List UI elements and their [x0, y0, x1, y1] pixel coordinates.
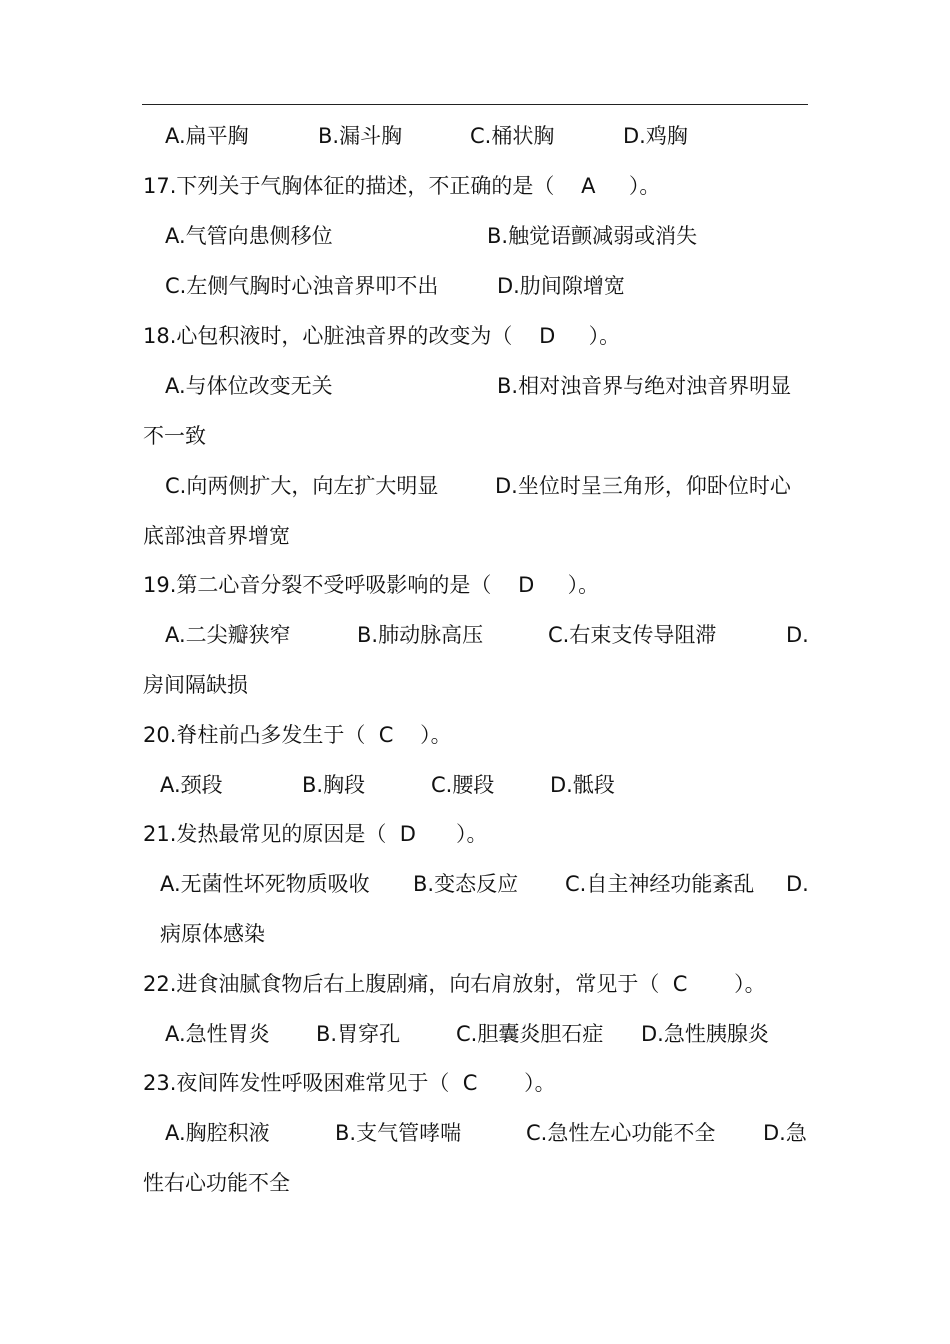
text-line: B.相对浊音界与绝对浊音界明显 [497, 374, 792, 398]
text-line: B.肺动脉高压 [357, 623, 484, 647]
text-line: C.胆囊炎胆石症 [456, 1022, 604, 1046]
text-line: A.胸腔积液 [165, 1121, 270, 1145]
text-line: 18.心包积液时，心脏浊音界的改变为（ D ）。 [143, 324, 621, 348]
text-line: C.右束支传导阻滞 [548, 623, 717, 647]
text-line: B.触觉语颤减弱或消失 [487, 224, 698, 248]
text-line: A.无菌性坏死物质吸收 [160, 872, 370, 896]
text-line: 20.脊柱前凸多发生于（ C ）。 [143, 723, 452, 747]
text-line: B.变态反应 [413, 872, 519, 896]
text-line: D.急性胰腺炎 [641, 1022, 769, 1046]
text-line: D.急 [763, 1121, 807, 1145]
text-line: C.左侧气胸时心浊音界叩不出 [165, 274, 439, 298]
text-line: 21.发热最常见的原因是（ D ）。 [143, 822, 488, 846]
text-line: D.肋间隙增宽 [497, 274, 625, 298]
text-line: 22.进食油腻食物后右上腹剧痛，向右肩放射，常见于（ C ）。 [143, 972, 766, 996]
text-line: 不一致 [143, 424, 206, 448]
text-line: 23.夜间阵发性呼吸困难常见于（ C ）。 [143, 1071, 556, 1095]
text-line: A.扁平胸 [165, 124, 249, 148]
text-line: 性右心功能不全 [143, 1171, 290, 1195]
text-line: B.胃穿孔 [316, 1022, 401, 1046]
text-line: A.颈段 [160, 773, 223, 797]
text-line: B.支气管哮喘 [335, 1121, 462, 1145]
text-line: 房间隔缺损 [143, 673, 248, 697]
text-line: D. [786, 623, 809, 647]
text-line: B.漏斗胸 [318, 124, 403, 148]
text-line: C.自主神经功能紊乱 [565, 872, 755, 896]
text-line: D.鸡胸 [623, 124, 688, 148]
text-line: 19.第二心音分裂不受呼吸影响的是（ D ）。 [143, 573, 600, 597]
header-rule [142, 104, 808, 105]
text-line: 病原体感染 [160, 922, 265, 946]
text-line: A.二尖瓣狭窄 [165, 623, 291, 647]
text-line: A.急性胃炎 [165, 1022, 270, 1046]
text-line: 17.下列关于气胸体征的描述，不正确的是（ A ）。 [143, 174, 661, 198]
text-line: 底部浊音界增宽 [143, 524, 290, 548]
text-line: D.骶段 [550, 773, 615, 797]
text-line: A.与体位改变无关 [165, 374, 333, 398]
text-line: C.腰段 [431, 773, 495, 797]
text-line: D.坐位时呈三角形，仰卧位时心 [495, 474, 791, 498]
text-line: D. [786, 872, 809, 896]
text-line: C.向两侧扩大，向左扩大明显 [165, 474, 439, 498]
text-line: B.胸段 [302, 773, 366, 797]
text-line: C.急性左心功能不全 [526, 1121, 716, 1145]
text-line: A.气管向患侧移位 [165, 224, 333, 248]
text-line: C.桶状胸 [470, 124, 555, 148]
